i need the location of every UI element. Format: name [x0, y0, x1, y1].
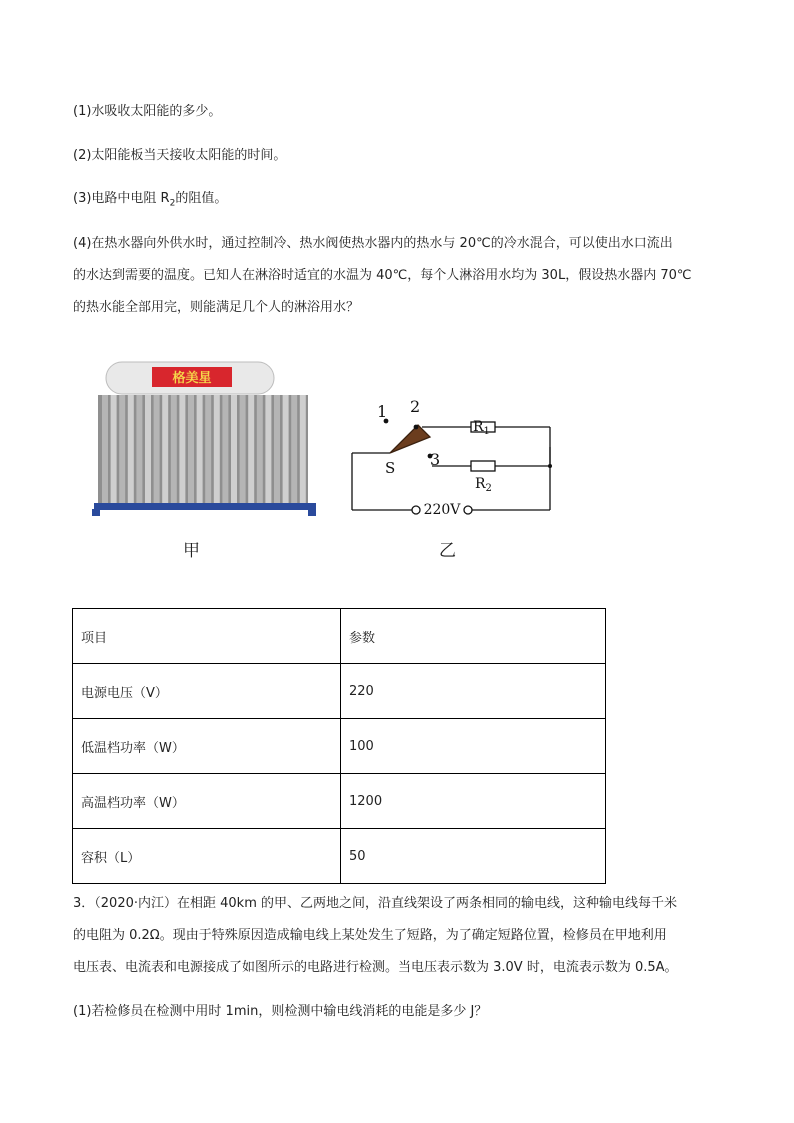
parameter-table	[72, 608, 606, 884]
table-cell: 电源电压（V）	[73, 664, 341, 719]
vacuum-tube	[197, 395, 203, 503]
vacuum-tube	[205, 395, 211, 503]
vacuum-tube	[145, 395, 151, 503]
contact-label-3: 3	[430, 450, 441, 469]
problem-3-sub-1: (1)若检修员在检测中用时 1min，则检测中输电线消耗的电能是多少 J？	[73, 1004, 488, 1019]
switch-label: S	[385, 459, 396, 477]
vacuum-tube	[214, 395, 220, 503]
table-header-cell: 参数	[341, 609, 606, 664]
resistor-r1-label: $R_1$	[473, 419, 490, 437]
vacuum-tube	[119, 395, 125, 503]
vacuum-tube	[162, 395, 168, 503]
contact-label-1: 1	[377, 402, 388, 421]
table-cell: 容积（L）	[73, 829, 341, 884]
vacuum-tube	[128, 395, 134, 503]
table-row	[73, 829, 606, 884]
vacuum-tube	[274, 395, 280, 503]
vacuum-tube	[188, 395, 194, 503]
caption-left: 甲	[183, 541, 200, 561]
table-cell: 220	[341, 664, 606, 719]
table-row	[73, 719, 606, 774]
vacuum-tube	[240, 395, 246, 503]
vacuum-tube	[300, 395, 306, 503]
problem-3-line-1: 3．（2020·内江）在相距 40km 的甲、乙两地之间，沿直线架设了两条相同的输电线，这种输电线每千米	[73, 896, 677, 911]
figure-svg	[80, 355, 600, 570]
question-3-prefix: (3)电路中电阻 R	[73, 191, 170, 206]
vacuum-tube	[154, 395, 160, 503]
table-cell: 50	[341, 829, 606, 884]
vacuum-tube	[171, 395, 177, 503]
table-cell: 1200	[341, 774, 606, 829]
vacuum-tube	[111, 395, 117, 503]
vacuum-tube	[231, 395, 237, 503]
table-cell: 高温档功率（W）	[73, 774, 341, 829]
question-4-line-2: 的水达到需要的温度。已知人在淋浴时适宜的水温为 40℃，每个人淋浴用水均为 30L，假设热水器内 70℃	[73, 268, 692, 283]
question-3	[73, 189, 227, 214]
question-1: (1)水吸收太阳能的多少。	[73, 104, 222, 119]
question-2: (2)太阳能板当天接收太阳能的时间。	[73, 148, 287, 163]
heater-brand-logo: 格美星	[172, 371, 212, 386]
voltage-label: 220V	[423, 502, 461, 518]
vacuum-tube	[248, 395, 254, 503]
circuit-diagram	[352, 422, 550, 514]
contact-2-dot	[414, 425, 419, 430]
figure	[80, 355, 600, 570]
vacuum-tube	[179, 395, 185, 503]
vacuum-tube	[222, 395, 228, 503]
caption-right: 乙	[439, 541, 456, 561]
resistor-r2-label: $R_2$	[475, 476, 492, 494]
table-header-cell: 项目	[73, 609, 341, 664]
table-cell: 低温档功率（W）	[73, 719, 341, 774]
table-row	[73, 774, 606, 829]
vacuum-tube	[291, 395, 297, 503]
problem-3-line-2: 的电阻为 0.2Ω。现由于特殊原因造成输电线上某处发生了短路，为了确定短路位置，检修员在甲地利用	[73, 928, 667, 943]
vacuum-tube	[257, 395, 263, 503]
contact-label-2: 2	[410, 397, 421, 416]
problem-3-line-3: 电压表、电流表和电源接成了如图所示的电路进行检测。当电压表示数为 3.0V 时，电流表示数为 0.5A。	[73, 960, 678, 975]
vacuum-tube	[136, 395, 142, 503]
table-row	[73, 664, 606, 719]
vacuum-tube	[102, 395, 108, 503]
solar-heater-image	[92, 362, 316, 516]
table-header-row	[73, 609, 606, 664]
question-3-subscript: 2	[169, 198, 176, 209]
vacuum-tube	[265, 395, 271, 503]
vacuum-tube	[283, 395, 289, 503]
junction-dot	[548, 464, 552, 468]
question-4-line-1: (4)在热水器向外供水时，通过控制冷、热水阀使热水器内的热水与 20℃的冷水混合，可以使出水口流出	[73, 236, 673, 251]
question-3-suffix: 的阻值。	[175, 191, 228, 206]
table-cell: 100	[341, 719, 606, 774]
question-4-line-3: 的热水能全部用完，则能满足几个人的淋浴用水？	[73, 300, 360, 315]
